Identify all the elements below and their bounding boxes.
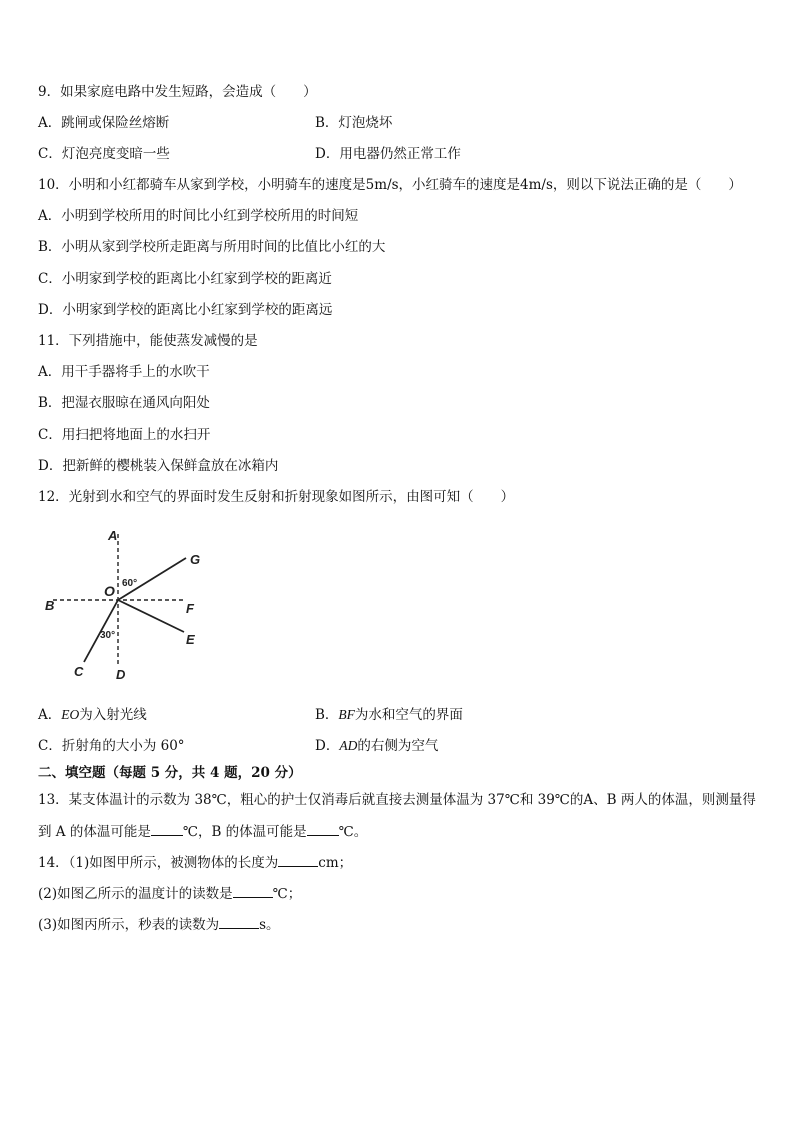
- ray-oe: [118, 600, 184, 632]
- label-c: C: [74, 664, 84, 679]
- q12-option-a: A．EO为入射光线: [38, 707, 147, 723]
- q12-stem: 12．光射到水和空气的界面时发生反射和折射现象如图所示，由图可知（ ）: [38, 489, 515, 505]
- q12-option-d: D．AD的右侧为空气: [315, 738, 439, 754]
- q11-stem: 11．下列措施中，能使蒸发减慢的是: [38, 333, 258, 349]
- q11-option-a: A．用干手器将手上的水吹干: [38, 364, 210, 380]
- label-o: O: [104, 583, 115, 599]
- label-e: E: [186, 632, 195, 647]
- q14-part3: (3)如图丙所示，秒表的读数为 s。: [38, 917, 280, 933]
- q11-option-d: D．把新鲜的樱桃装入保鲜盒放在冰箱内: [38, 458, 279, 474]
- q9-option-b: B．灯泡烧坏: [315, 115, 393, 131]
- q11-option-b: B．把湿衣服晾在通风向阳处: [38, 395, 210, 411]
- q9-option-c: C．灯泡亮度变暗一些: [38, 146, 170, 162]
- q9-option-a: A．跳闸或保险丝熔断: [38, 115, 170, 131]
- q11-option-c: C．用扫把将地面上的水扫开: [38, 427, 211, 443]
- q9-option-d: D．用电器仍然正常工作: [315, 146, 461, 162]
- q14-part1: 14．（1)如图甲所示，被测物体的长度为 cm；: [38, 855, 353, 871]
- q10-option-b: B．小明从家到学校所走距离与所用时间的比值比小红的大: [38, 239, 386, 255]
- q9-stem: 9．如果家庭电路中发生短路，会造成（ ）: [38, 84, 317, 100]
- q14-part2: (2)如图乙所示的温度计的读数是 ℃；: [38, 886, 302, 902]
- q12-option-b: B．BF为水和空气的界面: [315, 707, 463, 723]
- label-b: B: [45, 598, 55, 613]
- section-title-fill-in: 二、填空题（每题 5 分，共 4 题，20 分）: [38, 765, 302, 781]
- answer-blank[interactable]: [219, 915, 259, 929]
- answer-blank[interactable]: [151, 822, 183, 836]
- angle-label-30: 30°: [100, 630, 116, 641]
- label-g: G: [190, 552, 201, 567]
- answer-blank[interactable]: [233, 884, 273, 898]
- answer-blank[interactable]: [278, 853, 318, 867]
- label-d: D: [116, 667, 126, 682]
- label-f: F: [186, 601, 194, 616]
- q10-option-c: C．小明家到学校的距离比小红家到学校的距离近: [38, 271, 332, 287]
- q13-line1: 13．某支体温计的示数为 38℃，粗心的护士仅消毒后就直接去测量体温为 37℃和 39℃的A、B 两人的体温，则测量得: [38, 792, 756, 808]
- q12-option-c: C．折射角的大小为 60°: [38, 738, 185, 754]
- q10-option-a: A．小明到学校所用的时间比小红到学校所用的时间短: [38, 208, 359, 224]
- angle-label-60: 60°: [122, 578, 138, 589]
- reflection-refraction-diagram: [38, 524, 218, 689]
- q10-option-d: D．小明家到学校的距离比小红家到学校的距离远: [38, 302, 333, 318]
- q10-stem: 10．小明和小红都骑车从家到学校，小明骑车的速度是5m/s，小红骑车的速度是4m/s，则以下说法正确的是（ ）: [38, 177, 742, 193]
- q13-line2: 到 A 的体温可能是 ℃，B 的体温可能是 ℃。: [38, 824, 368, 840]
- answer-blank[interactable]: [307, 822, 339, 836]
- label-a: A: [108, 528, 118, 543]
